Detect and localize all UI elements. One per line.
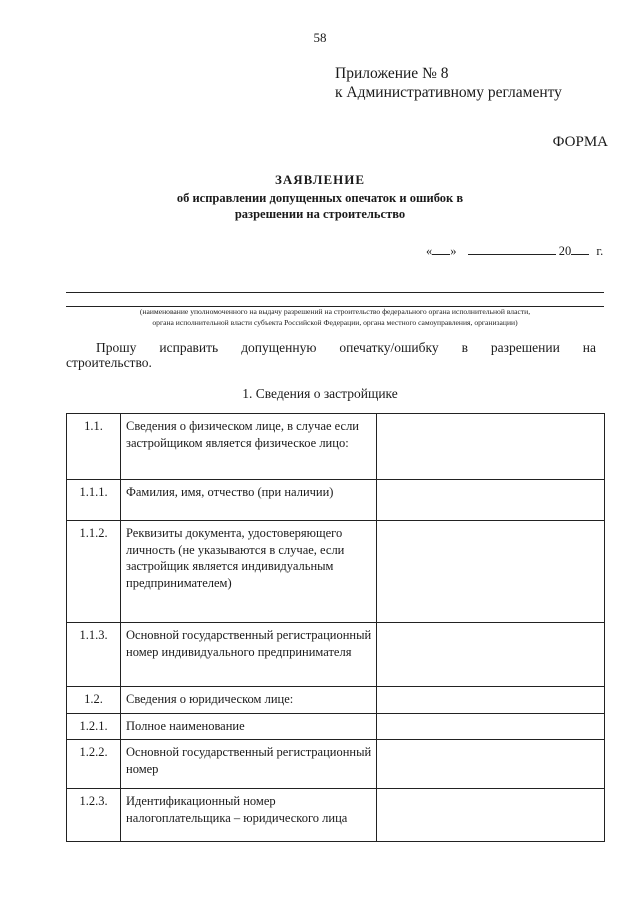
date-open-quote: « [426, 244, 433, 258]
row-value-cell[interactable] [377, 521, 605, 623]
table-row [67, 480, 605, 521]
form-label: ФОРМА [552, 134, 608, 150]
date-line [426, 243, 603, 259]
row-value-cell[interactable] [377, 714, 605, 740]
table-row [67, 414, 605, 480]
appendix-regulation: к Административному регламенту [335, 84, 562, 101]
row-value-cell[interactable] [377, 480, 605, 521]
subtitle-line-1: об исправлении допущенных опечаток и ошибок в [176, 191, 464, 205]
developer-info-table [66, 413, 605, 842]
authority-note [66, 306, 604, 328]
row-label: Идентификационный номер налогоплательщика – юридического лица [121, 789, 377, 842]
row-value-cell[interactable] [377, 740, 605, 789]
table-row [67, 789, 605, 842]
request-continuation: строительство. [66, 355, 152, 370]
row-number: 1.2.2. [67, 740, 121, 789]
request-word: допущенную [241, 340, 317, 355]
appendix-reference [335, 64, 562, 102]
request-word: в [461, 340, 468, 355]
row-label: Фамилия, имя, отчество (при наличии) [121, 480, 377, 521]
row-label: Сведения о физическом лице, в случае если застройщиком является физическое лицо: [121, 414, 377, 480]
request-paragraph [66, 340, 596, 370]
year-prefix: 20 [558, 244, 572, 258]
row-number: 1.2.1. [67, 714, 121, 740]
table-row [67, 714, 605, 740]
row-label: Основной государственный регистрационный номер [121, 740, 377, 789]
page-number: 58 [313, 30, 327, 45]
authority-line-1[interactable] [66, 292, 604, 293]
document-subtitle [0, 190, 640, 222]
month-blank[interactable] [468, 243, 556, 255]
request-word: исправить [159, 340, 219, 355]
document-title: ЗАЯВЛЕНИЕ [274, 172, 366, 187]
row-number: 1.1.3. [67, 623, 121, 687]
appendix-number: Приложение № 8 [335, 65, 449, 82]
row-value-cell[interactable] [377, 623, 605, 687]
row-value-cell[interactable] [377, 414, 605, 480]
row-label: Реквизиты документа, удостоверяющего личность (не указываются в случае, если застройщик является индивидуальным предпринимателем) [121, 521, 377, 623]
request-word: на [582, 340, 596, 355]
row-label: Полное наименование [121, 714, 377, 740]
year-suffix: г. [596, 244, 604, 258]
row-number: 1.1.1. [67, 480, 121, 521]
table-row [67, 687, 605, 714]
row-number: 1.1. [67, 414, 121, 480]
row-label: Основной государственный регистрационный номер индивидуального предпринимателя [121, 623, 377, 687]
table-row [67, 623, 605, 687]
row-value-cell[interactable] [377, 789, 605, 842]
row-number: 1.2. [67, 687, 121, 714]
request-line [66, 340, 596, 355]
year-blank[interactable] [571, 243, 589, 255]
row-number: 1.2.3. [67, 789, 121, 842]
row-label: Сведения о юридическом лице: [121, 687, 377, 714]
authority-note-line-2: органа исполнительной власти субъекта Российской Федерации, органа местного самоуправления, организации) [152, 318, 518, 327]
row-value-cell[interactable] [377, 687, 605, 714]
date-close-quote: » [450, 244, 457, 258]
row-number: 1.1.2. [67, 521, 121, 623]
request-word: опечатку/ошибку [339, 340, 439, 355]
subtitle-line-2: разрешении на строительство [234, 207, 406, 221]
day-blank[interactable] [432, 243, 450, 255]
authority-note-line-1: (наименование уполномоченного на выдачу разрешений на строительство федерального органа исполнительной власти, [139, 307, 531, 316]
table-row [67, 740, 605, 789]
section-1-heading: 1. Сведения о застройщике [242, 386, 398, 401]
request-word: Прошу [96, 340, 137, 355]
request-word: разрешении [490, 340, 560, 355]
table-row [67, 521, 605, 623]
